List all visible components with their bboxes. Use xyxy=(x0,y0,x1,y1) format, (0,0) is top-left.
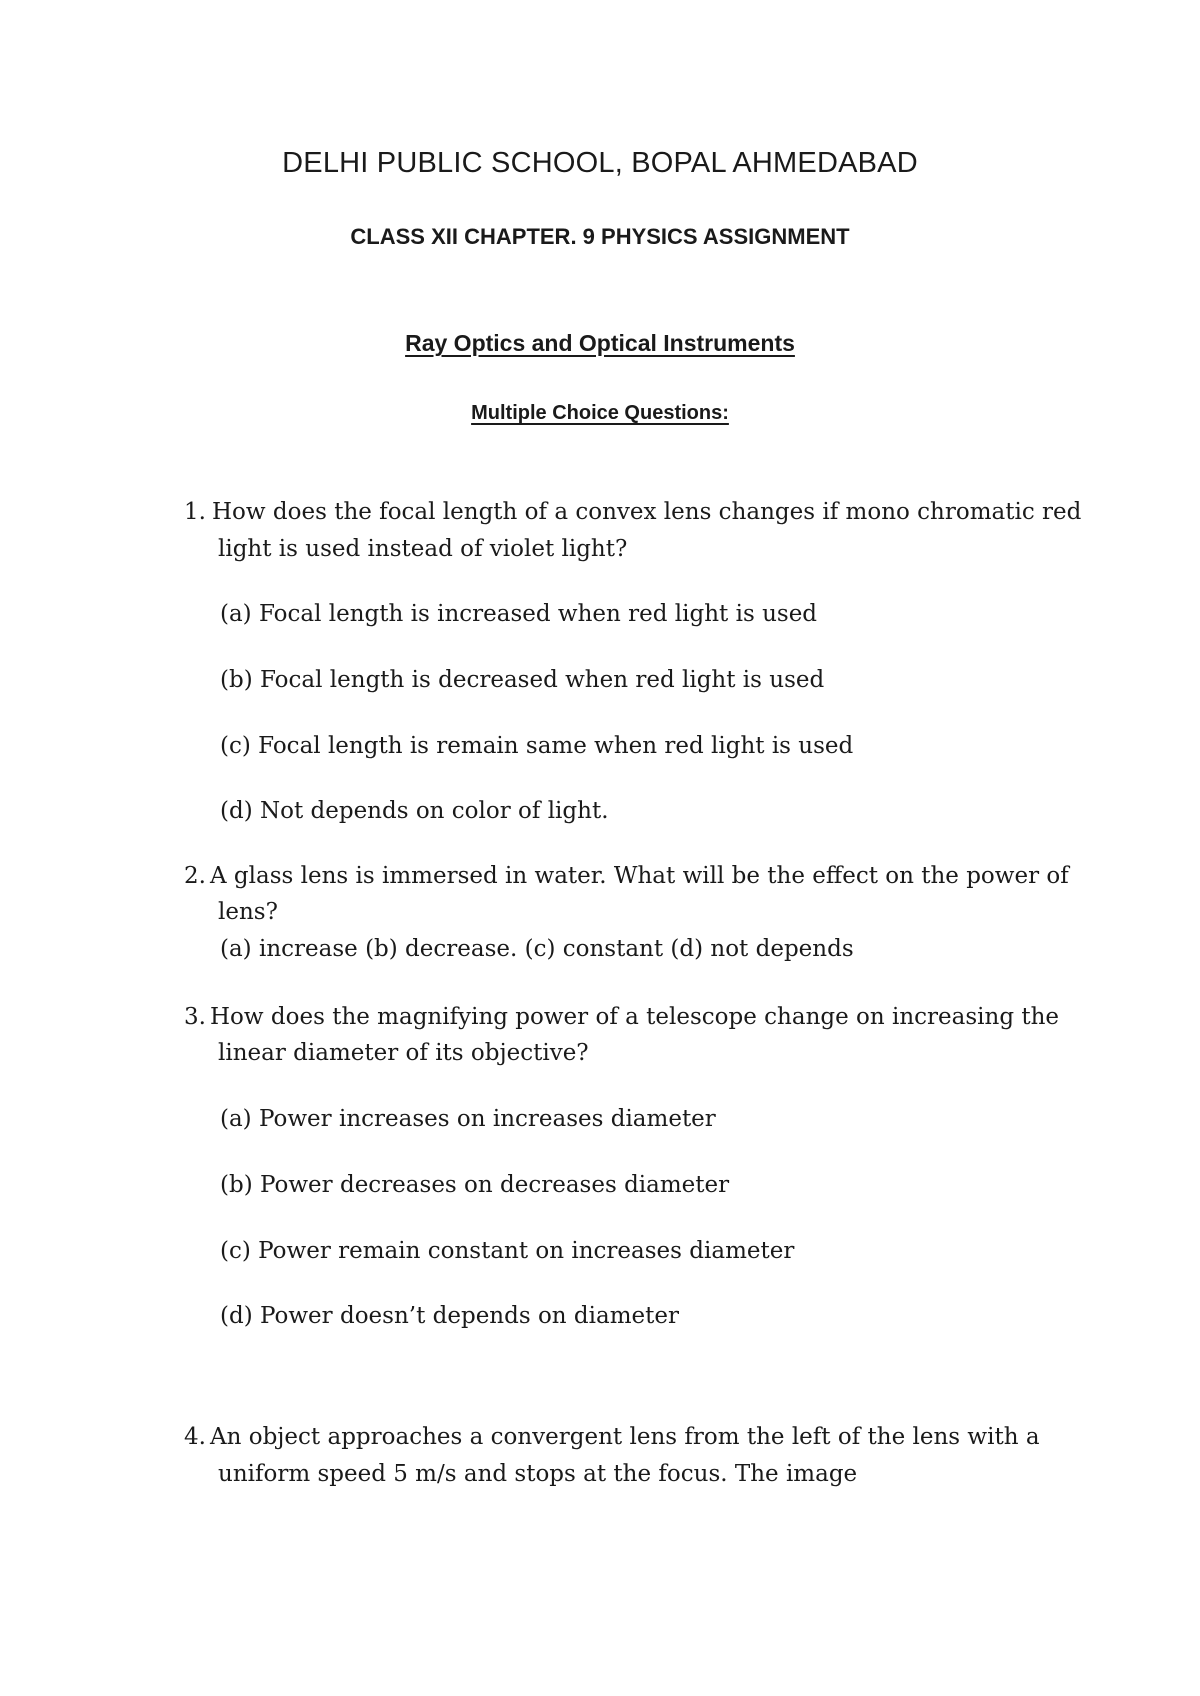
answer-option: (b) Power decreases on decreases diameter xyxy=(220,1172,730,1198)
question-number: 3. xyxy=(184,1004,206,1030)
question-text: A glass lens is immersed in water. What will be the effect on the power of xyxy=(210,863,1069,889)
question-text: linear diameter of its objective? xyxy=(218,1040,589,1066)
answer-option: (d) Not depends on color of light. xyxy=(220,798,609,824)
question-text: How does the magnifying power of a telescope change on increasing the xyxy=(210,1004,1060,1030)
answer-option: (c) Focal length is remain same when red light is used xyxy=(220,733,854,759)
question-text: uniform speed 5 m/s and stops at the focus. The image xyxy=(218,1461,858,1487)
question-number: 2. xyxy=(184,863,206,889)
question-text: An object approaches a convergent lens from the left of the lens with a xyxy=(210,1424,1040,1450)
chapter-title: Ray Optics and Optical Instruments xyxy=(405,330,795,356)
answer-option: (a) Focal length is increased when red light is used xyxy=(220,601,818,627)
question-number: 4. xyxy=(184,1424,206,1450)
answer-option: (c) Power remain constant on increases diameter xyxy=(220,1238,795,1264)
answer-option: (d) Power doesn’t depends on diameter xyxy=(220,1303,679,1329)
question-text: lens? xyxy=(218,899,278,925)
answer-option: (a) Power increases on increases diameter xyxy=(220,1106,716,1132)
answer-option: (a) increase (b) decrease. (c) constant (d) not depends xyxy=(220,936,854,962)
answer-option: (b) Focal length is decreased when red light is used xyxy=(220,667,825,693)
school-name: DELHI PUBLIC SCHOOL, BOPAL AHMEDABAD xyxy=(282,147,918,179)
question-text: How does the focal length of a convex lens changes if mono chromatic red xyxy=(212,499,1082,525)
question-number: 1. xyxy=(184,499,206,525)
assignment-title: CLASS XII CHAPTER. 9 PHYSICS ASSIGNMENT xyxy=(350,224,850,249)
question-text: light is used instead of violet light? xyxy=(218,536,628,562)
section-title: Multiple Choice Questions: xyxy=(471,402,729,424)
